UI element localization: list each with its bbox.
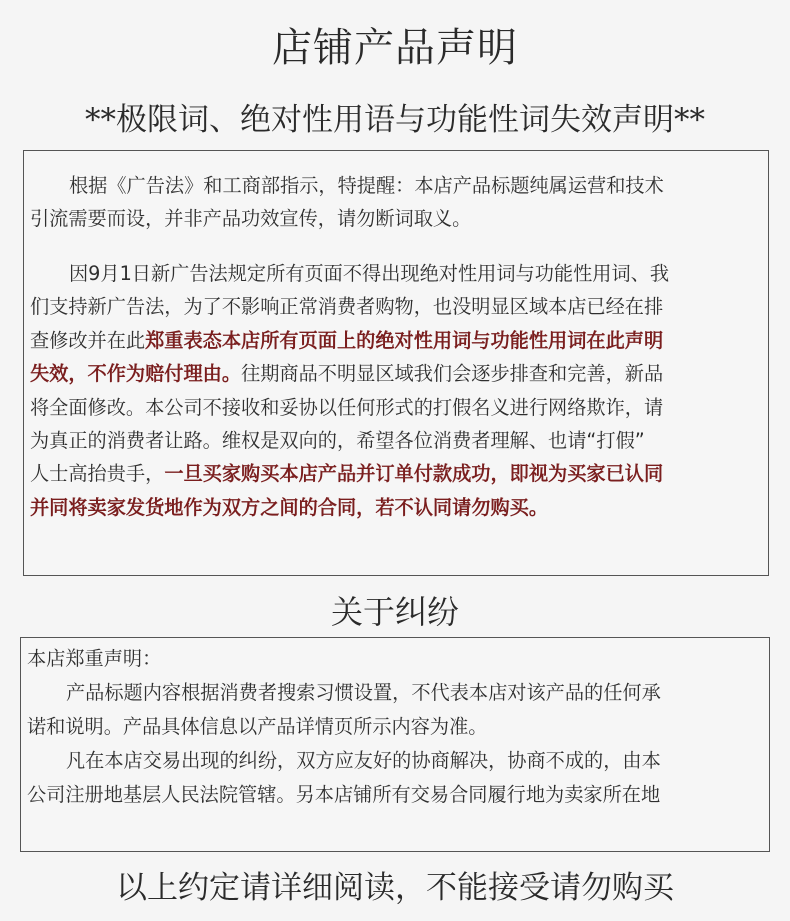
dispute-box xyxy=(20,637,770,852)
notice-p2-line-7-highlight: 一旦买家购买本店产品并订单付款成功，即视为买家已认同 xyxy=(164,462,664,486)
dispute-heading xyxy=(27,642,763,676)
dispute-paragraph-2 xyxy=(27,744,763,812)
footer-notice: 以上约定请详细阅读，不能接受请勿购买 xyxy=(116,870,674,906)
notice-p2-line-5: 将全面修改。本公司不接收和妥协以任何形式的打假名义进行网络欺诈，请 xyxy=(30,395,664,419)
notice-p2-line-7-plain: 人士高抬贵手， xyxy=(30,462,165,486)
notice-p2-line-6: 为真正的消费者让路。维权是双向的，希望各位消费者理解、也请“打假” xyxy=(30,429,645,453)
dispute-paragraph-1 xyxy=(27,676,763,744)
notice-paragraph-1 xyxy=(30,169,762,236)
page-subtitle: **极限词、绝对性用语与功能性词失效声明** xyxy=(85,102,705,138)
notice-p2-line-4 xyxy=(30,357,762,390)
dispute-p2-line-2: 公司注册地基层人民法院管辖。另本店铺所有交易合同履行地为卖家所在地 xyxy=(27,783,661,806)
page-title: 店铺产品声明 xyxy=(272,25,518,71)
dispute-p1-line-1: 产品标题内容根据消费者搜索习惯设置，不代表本店对该产品的任何承 xyxy=(66,681,661,704)
notice-p2-line-3-plain: 查修改并在此 xyxy=(30,328,146,352)
notice-p2-line-2: 们支持新广告法，为了不影响正常消费者购物，也没明显区域本店已经在排 xyxy=(30,295,664,319)
dispute-p1-line-2: 诺和说明。产品具体信息以产品详情页所示内容为准。 xyxy=(27,715,488,738)
notice-p1-line-2: 引流需要而设，并非产品功效宣传，请勿断词取义。 xyxy=(30,207,472,231)
notice-box xyxy=(23,150,769,576)
dispute-section-title: 关于纠纷 xyxy=(330,593,459,631)
notice-paragraph-2 xyxy=(30,257,762,524)
notice-p2-line-8-highlight: 并同将卖家发货地作为双方之间的合同，若不认同请勿购买。 xyxy=(30,495,549,519)
notice-p2-line-7 xyxy=(30,457,762,490)
notice-p1-line-1: 根据《广告法》和工商部指示，特提醒：本店产品标题纯属运营和技术 xyxy=(69,174,664,197)
notice-p2-line-4-highlight: 失效，不作为赔付理由。 xyxy=(30,362,242,386)
notice-p2-line-3 xyxy=(30,324,762,357)
dispute-p2-line-1: 凡在本店交易出现的纠纷，双方应友好的协商解决，协商不成的，由本 xyxy=(66,749,661,772)
dispute-heading-text: 本店郑重声明： xyxy=(27,647,162,670)
notice-p2-line-1: 因9月1日新广告法规定所有页面不得出现绝对性用词与功能性用词、我 xyxy=(69,262,670,285)
notice-p2-line-3-highlight: 郑重表态本店所有页面上的绝对性用词与功能性用词在此声明 xyxy=(145,328,664,352)
notice-p2-line-4-plain: 往期商品不明显区域我们会逐步排查和完善，新品 xyxy=(241,362,664,386)
